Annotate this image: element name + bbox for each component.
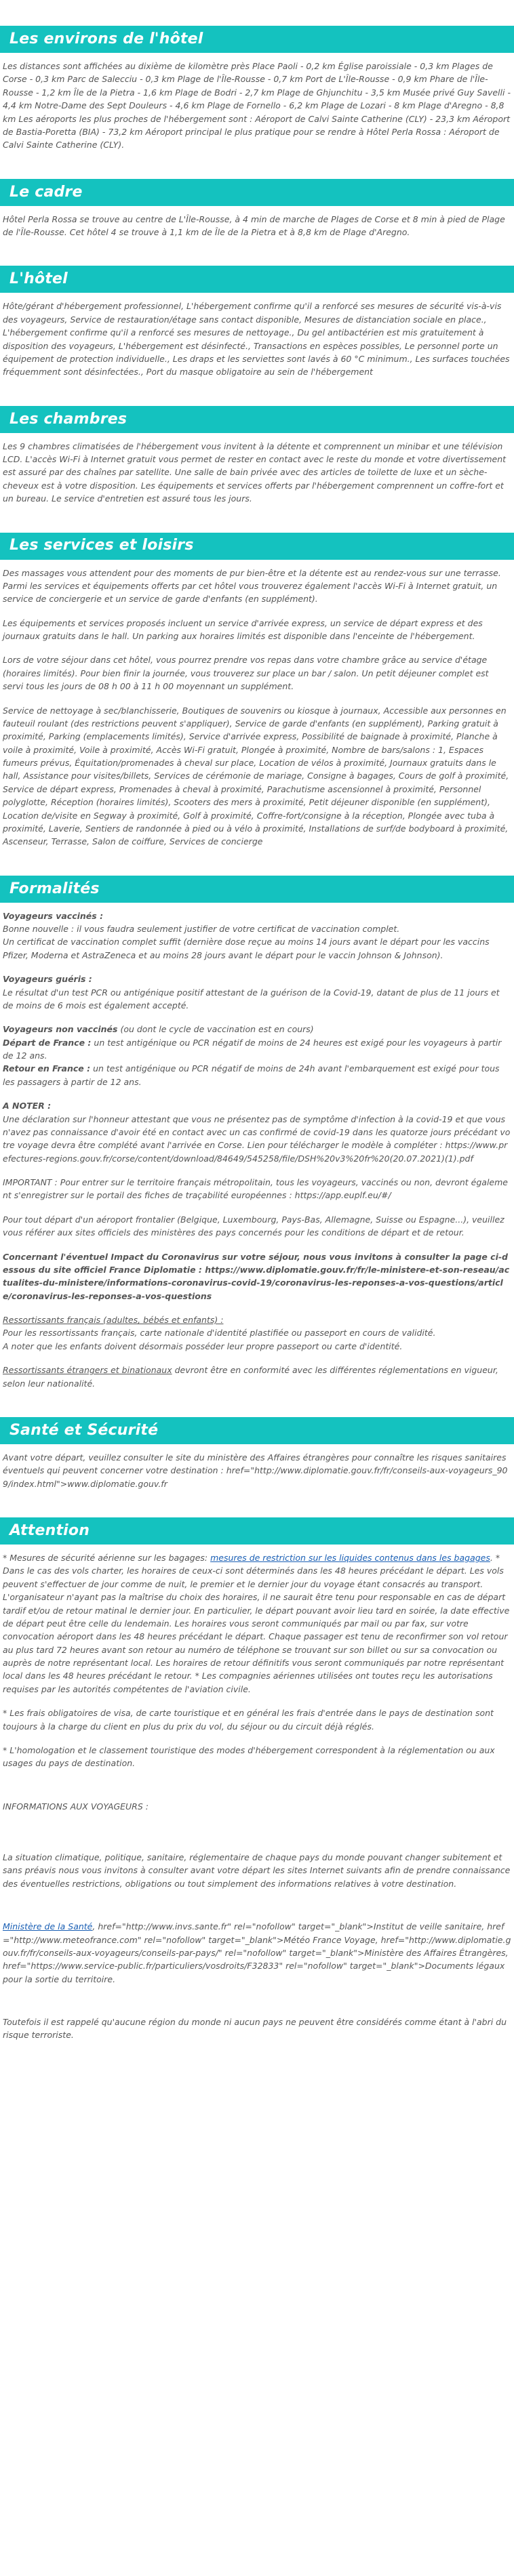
- services-paragraph: Service de nettoyage à sec/blanchisserie, Boutiques de souvenirs ou kiosque à journaux, Accessible aux personnes en fauteuil roulant (des restrictions peuvent s'appliquer), Service de garde d'enfants (en supplément), Parking gratuit à proximité, Parking (emplacements limités), Service d'arrivée express, Possibilité de baignade à proximité, Planche à voile à proximité, Voile à proximité, Accès Wi-Fi gratuit, Plongée à proximité, Nombre de bars/salons : 1, Espaces fumeurs prévus, Équitation/promenades à cheval sur place, Location de vélos à proximité, Journaux gratuits dans le hall, Assistance pour visites/billets, Services de cérémonie de mariage, Consigne à bagages, Cours de golf à proximité, Service de départ express, Promenades à cheval à proximité, Parachutisme ascensionnel à proximité, Personnel polyglotte, Réception (horaires limités), Scooters des mers à proximité, Petit déjeuner disponible (en supplément), Location de/visite en Segway à proximité, Golf à proximité, Coffre-fort/consigne à la réception, Plongée avec tuba à proximité, Laverie, Sentiers de randonnée à pied ou à vélo à proximité, Installations de surf/de bodyboard à proximité, Ascenseur, Terrasse, Salon de coiffure, Services de concierge: [3, 705, 509, 847]
- gueris-label: Voyageurs guéris :: [3, 974, 92, 985]
- note-block: [0, 1099, 514, 1165]
- gueris-text: Le résultat d'un test PCR ou antigénique positif attestant de la guérison de la Covid-19, datant de plus de 11 jours et de moins de 6 mois est également accepté.: [3, 987, 500, 1010]
- ressortissants-block: [0, 1313, 514, 1353]
- cadre-text: Hôtel Perla Rossa se trouve au centre de L'Île-Rousse, à 4 min de marche de Plages de Corse et 8 min à pied de Plage de l'Île-Rousse. Cet hôtel 4 se trouve à 1,1 km de Île de la Pietra et à 8,8 km de Plage d'Aregno.: [3, 213, 505, 237]
- attention-rest: . * Dans le cas des vols charter, les horaires de ceux-ci sont déterminés dans les 48 heures précédant le départ. Les vols peuvent s'effectuer de jour comme de nuit, le premier et le dernier jour du voyage étant consacrés au transport. L'organisateur n'ayant pas la maîtrise du choix des horaires, il ne saurait être tenu pour responsable en cas de départ tardif et/ou de retour matinal le dernier jour. En particulier, le départ pouvant avoir lieu tard en soirée, la date effective de départ peut être celle du lendemain. Les horaires vous seront communiqués par mail ou par fax, sur votre convocation aéroport dans les 48 heures précédant le départ. Chaque passager est tenu de reconfirmer son vol retour au plus tard 72 heures avant son retour au numéro de téléphone se trouvant sur son billet ou sur sa convocation ou auprès de notre représentant local. Les horaires de retour définitifs vous seront communiqués par notre représentant local dans les 48 heures précédant le retour. * Les compagnies aériennes utilisées ont toutes reçu les autorisations requises par les autorités compétentes de l'aviation civile.: [3, 1553, 510, 1694]
- retour-text: un test antigénique ou PCR négatif de moins de 24h avant l'embarquement est exigé pour tous les passagers à partir de 12 ans.: [3, 1063, 500, 1087]
- retour-label: Retour en France :: [3, 1063, 91, 1074]
- etrangers-text: devront être en conformité avec les différentes réglementations en vigueur, selon leur nationalité.: [3, 1365, 498, 1389]
- nonvacc-block: [0, 1023, 514, 1088]
- liquids-restriction-link[interactable]: mesures de restriction sur les liquides contenus dans les bagages: [210, 1553, 490, 1563]
- note-text: Une déclaration sur l'honneur attestant que vous ne présentez pas de symptôme d'infection à la covid-19 et que vous n'avez pas connaissance d'avoir été en contact avec un cas confirmé de covid-19 dans les quatorze jours précédant votre voyage devra être complété avant l'arrivée en Corse. Lien pour télécharger le modèle à compléter : https://www.prefectures-regions.gouv.fr/corse/content/download/84649/545258/file/DSH%20v3%20fr%20(20.07.2021)(1).pdf: [3, 1113, 511, 1164]
- vaccines-line: Bonne nouvelle : il vous faudra seulement justifier de votre certificat de vaccination complet.: [3, 924, 400, 934]
- services-paragraph: Les équipements et services proposés incluent un service d'arrivée express, un service de départ express et des journaux gratuits dans le hall. Un parking aux horaires limités est disponible dans l'enceinte de l'hébergement.: [3, 617, 483, 641]
- section-title-sante: Santé et Sécurité: [0, 1417, 514, 1444]
- etrangers-label: Ressortissants étrangers et binationaux: [3, 1365, 172, 1376]
- section-title-formalites: Formalités: [0, 876, 514, 903]
- depart-text: un test antigénique ou PCR négatif de moins de 24 heures est exigé pour les voyageurs à partir de 12 ans.: [3, 1037, 502, 1061]
- section-title-cadre: Le cadre: [0, 179, 514, 206]
- section-title-environs: Les environs de l'hôtel: [0, 26, 514, 53]
- vaccines-block: [0, 909, 514, 962]
- section-environs: [0, 26, 514, 152]
- ministere-sante-link[interactable]: Ministère de la Santé: [3, 1921, 93, 1932]
- services-paragraph: Des massages vous attendent pour des moments de pur bien-être et la détente est au rendez-vous sur une terrasse. Parmi les services et équipements offerts par cet hôtel vous trouverez également l'accès Wi-Fi à Internet gratuit, un service de conciergerie et un service de garde d'enfants (en supplément).: [3, 567, 501, 605]
- ressortissants-line: A noter que les enfants doivent désormais posséder leur propre passeport ou carte d'identité.: [3, 1341, 403, 1351]
- note-label: A NOTER :: [3, 1101, 52, 1111]
- info-heading: INFORMATIONS AUX VOYAGEURS :: [3, 1801, 149, 1812]
- spacer: [0, 1901, 514, 1920]
- links-rest: , href="http://www.invs.sante.fr" rel="nofollow" target="_blank">Institut de veille sanitaire, href="http://www.meteofrance.com" rel="nofollow" target="_blank">Météo France Voyage, href="http://www.diplomatie.gouv.fr/fr/conseils-aux-voyageurs/conseils-par-pays/" rel="nofollow" target="_blank">Ministère des Affaires Étrangères, href="https://www.service-public.fr/particuliers/vosdroits/F32833" rel="nofollow" target="_blank">Documents légaux pour la sortie du territoire.: [3, 1921, 511, 1984]
- services-paragraph: Lors de votre séjour dans cet hôtel, vous pourrez prendre vos repas dans votre chambre grâce au service d'étage (horaires limités). Pour bien finir la journée, vous trouverez sur place un bar / salon. Un petit déjeuner complet est servi tous les jours de 08 h 00 à 11 h 00 moyennant un supplément.: [3, 655, 489, 692]
- nonvacc-label: Voyageurs non vaccinés: [3, 1024, 118, 1035]
- frontier-text: Pour tout départ d'un aéroport frontalier (Belgique, Luxembourg, Pays-Bas, Allemagne, Suisse ou Espagne...), veuillez vous référer aux sites officiels des ministères des pays concernés pour les conditions de départ et de retour.: [3, 1214, 505, 1238]
- chambres-text: Les 9 chambres climatisées de l'hébergement vous invitent à la détente et comprennent un minibar et une télévision LCD. L'accès Wi-Fi à Internet gratuit vous permet de rester en contact avec le reste du monde et votre divertissement est assuré par des chaînes par satellite. Une salle de bain privée avec des articles de toilette de luxe et un sèche-cheveux est à votre disposition. Les équipements et services offerts par l'hébergement comprennent un coffre-fort et un bureau. Le service d'entretien est assuré tous les jours.: [3, 441, 507, 504]
- sante-text: Avant votre départ, veuillez consulter le site du ministère des Affaires étrangères pour connaître les risques sanitaires éventuels qui peuvent concerner votre destination : href="http://www.diplomatie.gouv.fr/fr/conseils-aux-voyageurs_909/index.html">www.diplomatie.gouv.fr: [3, 1452, 508, 1489]
- vaccines-label: Voyageurs vaccinés :: [3, 910, 104, 921]
- section-title-services: Les services et loisirs: [0, 533, 514, 560]
- section-title-attention: Attention: [0, 1517, 514, 1545]
- homologation-text: * L'homologation et le classement touristique des modes d'hébergement correspondent à la réglementation ou aux usages du pays de destination.: [3, 1744, 495, 1769]
- attention-prefix: * Mesures de sécurité aérienne sur les bagages:: [3, 1553, 211, 1563]
- section-attention: [0, 1517, 514, 2042]
- hotel-text: Hôte/gérant d'hébergement professionnel, L'hébergement confirme qu'il a renforcé ses mesures de sécurité vis-à-vis des voyageurs, Service de restauration/étage sans contact disponible, Mesures de distanciation sociale en place., L'hébergement confirme qu'il a renforcé ses mesures de nettoyage., Du gel antibactérien est mis gratuitement à disposition des voyageurs, L'hébergement est désinfecté., Transactions en espèces possibles, Le personnel porte un équipement de protection individuelle., Les draps et les serviettes sont lavés à 60 °C minimum., Les surfaces touchées fréquemment sont désinfectées., Port du masque obligatoire au sein de l'hébergement: [3, 301, 510, 377]
- depart-label: Départ de France :: [3, 1037, 92, 1048]
- nonvacc-sub: (ou dont le cycle de vaccination est en cours): [117, 1024, 314, 1035]
- environs-text: Les distances sont affichées au dixième de kilomètre près Place Paoli - 0,2 km Église paroissiale - 0,3 km Plages de Corse - 0,3 km Parc de Salecciu - 0,3 km Plage de l'Île-Rousse - 0,7 km Port de L'Île-Rousse - 0,9 km Phare de l'Île-Rousse - 1,2 km Île de la Pietra - 1,6 km Plage de Bodri - 2,7 km Plage de Ghjunchitu - 3,5 km Musée privé Guy Savelli - 4,4 km Notre-Dame des Sept Douleurs - 4,6 km Plage de Fornello - 6,2 km Plage de Lozari - 8 km Plage d'Aregno - 8,8 km Les aéroports les plus proches de l'hébergement sont : Aéroport de Calvi Sainte Catherine (CLY) - 23,3 km Aéroport de Bastia-Poretta (BIA) - 73,2 km Aéroport principal le plus pratique pour se rendre à Hôtel Perla Rossa : Aéroport de Calvi Sainte Catherine (CLY).: [3, 61, 511, 150]
- ressortissants-line: Pour les ressortissants français, carte nationale d'identité plastifiée ou passeport en cours de validité.: [3, 1328, 436, 1338]
- section-services: [0, 533, 514, 849]
- situation-text: La situation climatique, politique, sanitaire, réglementaire de chaque pays du monde pouvant changer subitement et sans préavis nous vous invitons à consulter avant votre départ les sites Internet suivants afin de prendre connaissance des éventuelles restrictions, obligations ou tout simplement des informations relatives à votre destination.: [3, 1852, 511, 1889]
- vaccines-line: Un certificat de vaccination complet suffit (dernière dose reçue au moins 14 jours avant le départ pour les vaccins Pfizer, Moderna et AstraZeneca et au moins 28 jours avant le départ pour le vaccin Johnson & Johnson).: [3, 937, 490, 960]
- important-text: IMPORTANT : Pour entrer sur le territoire français métropolitain, tous les voyageurs, vaccinés ou non, devront également s'enregistrer sur le portail des fiches de traçabilité européennes : https://app.euplf.eu/#/: [3, 1177, 508, 1201]
- section-hotel: [0, 266, 514, 378]
- section-formalites: [0, 876, 514, 1390]
- section-sante: [0, 1417, 514, 1490]
- visa-text: * Les frais obligatoires de visa, de carte touristique et en général les frais d'entrée dans le pays de destination sont toujours à la charge du client en plus du prix du vol, du séjour ou du circuit déjà réglés.: [3, 1708, 494, 1732]
- links-block: [0, 1920, 514, 1986]
- concerning-text: Concernant l'éventuel Impact du Coronavirus sur votre séjour, nous vous invitons à consulter la page ci-dessous du site officiel France Diplomatie : https://www.diplomatie.gouv.fr/fr/le-ministere-et-son-reseau/actualites-du-ministere/informations-coronavirus-covid-19/coronavirus-les-reponses-a-vos-questions/article/coronavirus-les-reponses-a-vos-questions: [3, 1251, 510, 1301]
- gueris-block: [0, 973, 514, 1012]
- ressortissants-label: Ressortissants français (adultes, bébés et enfants) :: [3, 1315, 224, 1325]
- section-title-hotel: L'hôtel: [0, 266, 514, 293]
- spacer: [0, 1824, 514, 1851]
- spacer: [0, 1997, 514, 2016]
- section-cadre: [0, 179, 514, 239]
- section-chambres: [0, 406, 514, 506]
- etrangers-block: [0, 1364, 514, 1390]
- attention-paragraph: [0, 1551, 514, 1696]
- spacer: [0, 1781, 514, 1800]
- final-text: Toutefois il est rappelé qu'aucune région du monde ni aucun pays ne peuvent être considérés comme étant à l'abri du risque terroriste.: [3, 2017, 507, 2041]
- section-title-chambres: Les chambres: [0, 406, 514, 433]
